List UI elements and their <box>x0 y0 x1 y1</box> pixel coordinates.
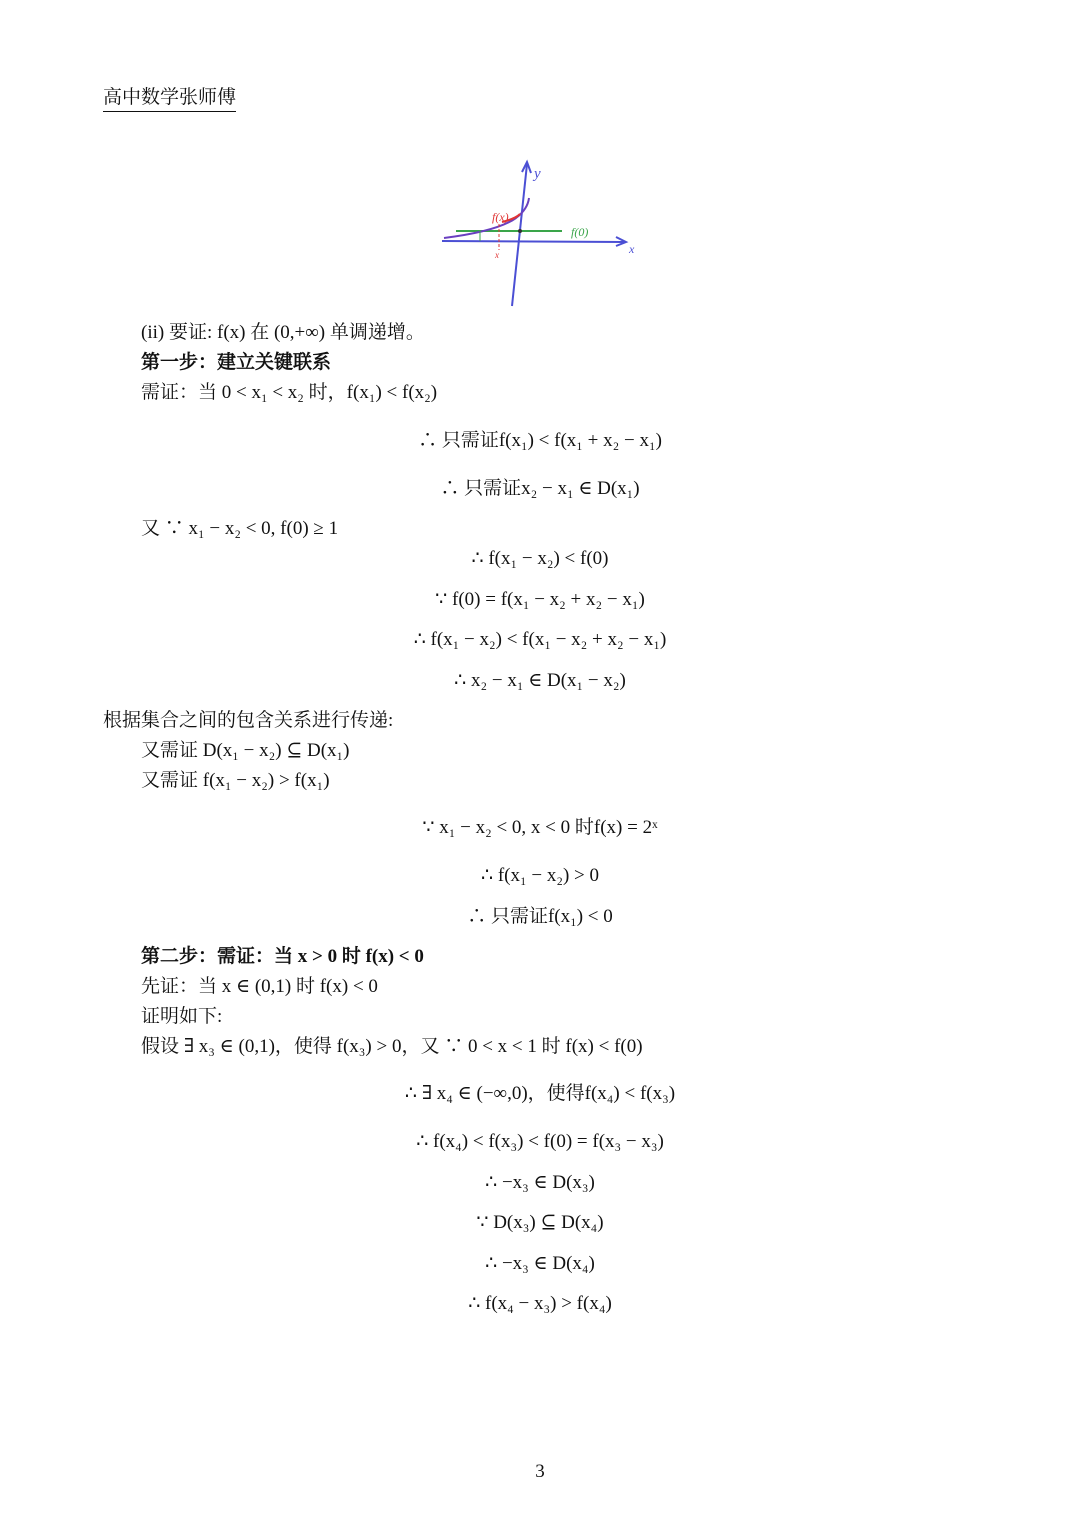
eq-3: ∴ f(x₁ − x₂) < f(0) <box>471 548 609 569</box>
eq-8: ∴ f(x₁ − x₂) > 0 <box>481 865 599 886</box>
need-subset: 又需证 D(x₁ − x₂) ⊆ D(x₁) <box>141 740 350 761</box>
eq-4: ∵ f(0) = f(x₁ − x₂ + x₂ − x₁) <box>435 589 645 610</box>
page-number: 3 <box>535 1461 545 1482</box>
header-author: 高中数学张师傅 <box>103 86 236 112</box>
eq-6: ∴ x₂ − x₁ ∈ D(x₁ − x₂) <box>454 670 626 691</box>
step1-heading: 第一步：建立关键联系 <box>141 352 332 373</box>
step2-heading: 第二步：需证：当 x > 0 时 f(x) < 0 <box>141 946 424 967</box>
eq-2: ∴ 只需证x₂ − x₁ ∈ D(x₁) <box>440 478 640 499</box>
eq-1: ∴ 只需证f(x₁) < f(x₁ + x₂ − x₁) <box>418 430 662 451</box>
transfer-note: 根据集合之间的包含关系进行传递: <box>103 710 394 731</box>
eq-9: ∴ 只需证f(x₁) < 0 <box>467 906 613 927</box>
fx-label: f(x) <box>492 210 509 224</box>
eq-5: ∴ f(x₁ − x₂) < f(x₁ − x₂ + x₂ − x₁) <box>413 629 667 650</box>
eq-7: ∵ x₁ − x₂ < 0, x < 0 时f(x) = 2ˣ <box>422 817 658 838</box>
proof-intro: 证明如下: <box>141 1006 223 1027</box>
eq-10: ∴ ∃ x₄ ∈ (−∞,0)，使得f(x₄) < f(x₃) <box>404 1083 676 1104</box>
x-mark-label: x <box>495 250 499 260</box>
y-axis-label: y <box>534 166 541 182</box>
given-line: 又 ∵ x₁ − x₂ < 0, f(0) ≥ 1 <box>141 518 339 539</box>
eq-12: ∴ −x₃ ∈ D(x₃) <box>485 1172 595 1193</box>
eq-14: ∴ −x₃ ∈ D(x₄) <box>485 1253 595 1274</box>
function-sketch <box>436 158 642 310</box>
need-inequality: 又需证 f(x₁ − x₂) > f(x₁) <box>141 770 330 791</box>
assumption: 假设 ∃ x₃ ∈ (0,1)，使得 f(x₃) > 0，又 ∵ 0 < x < 1 时 f(x) < f(0) <box>141 1036 643 1057</box>
eq-15: ∴ f(x₄ − x₃) > f(x₄) <box>468 1293 612 1314</box>
eq-13: ∵ D(x₃) ⊆ D(x₄) <box>476 1212 604 1233</box>
step1-need: 需证：当 0 < x₁ < x₂ 时，f(x₁) < f(x₂) <box>141 382 438 403</box>
y-axis <box>512 164 527 306</box>
x-axis-label: x <box>629 242 635 256</box>
f0-label: f(0) <box>571 225 589 239</box>
x-axis <box>442 241 624 242</box>
part-ii-statement: (ii) 要证: f(x) 在 (0,+∞) 单调递增。 <box>141 322 425 343</box>
first-prove: 先证：当 x ∈ (0,1) 时 f(x) < 0 <box>141 976 378 997</box>
intersection-dot <box>518 229 522 233</box>
eq-11: ∴ f(x₄) < f(x₃) < f(0) = f(x₃ − x₃) <box>416 1131 664 1152</box>
